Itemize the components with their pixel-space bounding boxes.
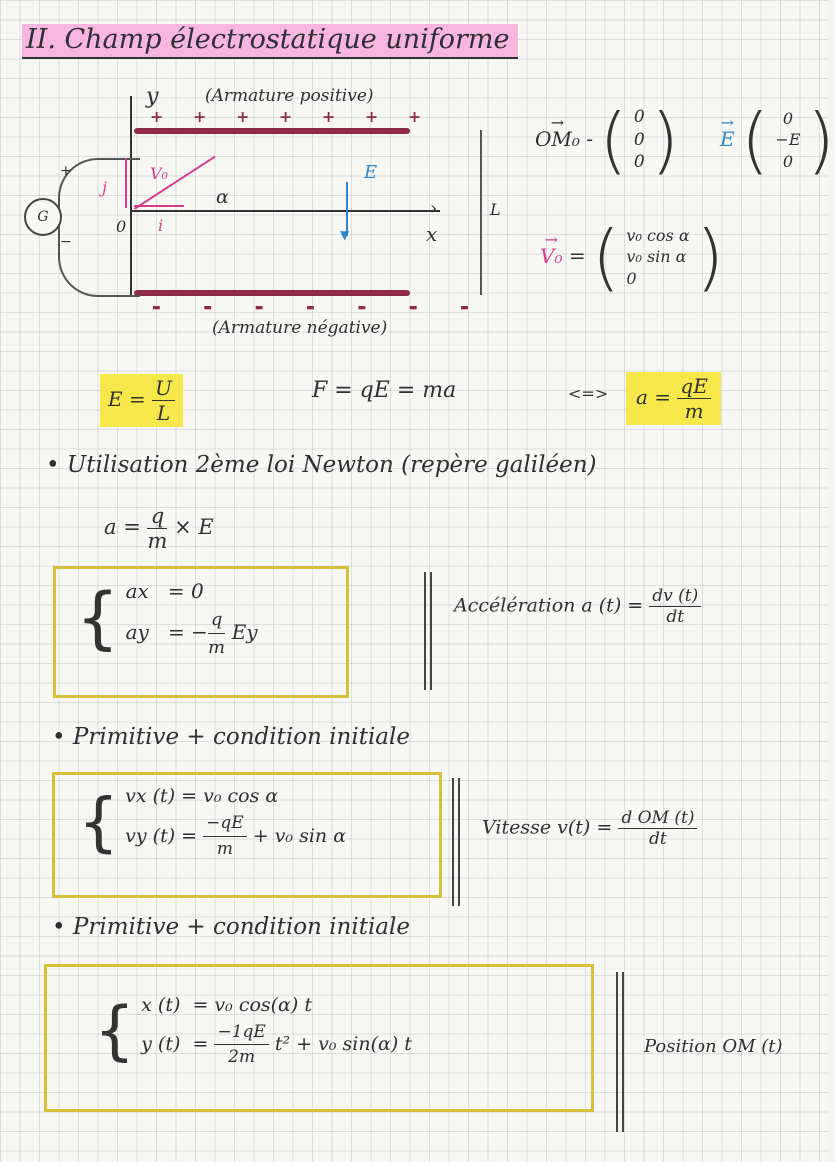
v0-z: 0 bbox=[626, 268, 637, 288]
e-z: 0 bbox=[782, 151, 794, 171]
e-vector-label: → E bbox=[720, 127, 735, 151]
plus-marks: + + + + + + + bbox=[150, 107, 434, 126]
om0-z: 0 bbox=[633, 152, 645, 173]
e-lhs: E = bbox=[108, 387, 146, 411]
ax-label: ax bbox=[125, 579, 149, 603]
title-text: II. Champ électrostatique uniforme bbox=[22, 24, 518, 59]
v0-paren-left: ( bbox=[591, 215, 621, 299]
length-label: L bbox=[490, 200, 501, 219]
generator-plus: + bbox=[60, 163, 72, 179]
accel-note-num: dv bbox=[652, 586, 673, 606]
v0-vector: → V₀ = ( v₀ cos α v₀ sin α 0 ) bbox=[540, 215, 724, 299]
position-note: Position OM (t) bbox=[644, 1036, 783, 1057]
page-title bbox=[22, 24, 518, 55]
vx-value: = v₀ cos α bbox=[181, 785, 279, 807]
generator-label: G bbox=[37, 209, 49, 225]
a-equals-qe-over-m bbox=[626, 372, 721, 425]
om0-y: 0 bbox=[633, 129, 645, 150]
om0-vector: → OM₀ - ( 0 0 0 ) bbox=[535, 98, 679, 182]
ay-den: m bbox=[208, 637, 226, 658]
a-den: m bbox=[684, 399, 704, 423]
x-value: = v₀ cos(α) t bbox=[192, 994, 312, 1016]
vy-rhs: + v₀ sin α bbox=[252, 824, 347, 847]
positive-plate-label: (Armature positive) bbox=[205, 86, 374, 106]
speed-note-den: dt bbox=[649, 829, 667, 849]
om0-label: → OM₀ bbox=[535, 127, 580, 151]
unit-i-label: i bbox=[158, 216, 164, 235]
v0-paren-right: ) bbox=[696, 215, 725, 299]
accel-brace: { bbox=[76, 579, 120, 658]
equivalence-sign: <=> bbox=[568, 384, 609, 403]
speed-system bbox=[78, 782, 346, 863]
speed-note-num: d OM bbox=[621, 808, 669, 828]
speed-brace: { bbox=[78, 784, 120, 860]
unit-j-label: j bbox=[102, 178, 107, 197]
y-label: y (t) bbox=[141, 1032, 181, 1055]
a-formula bbox=[104, 504, 214, 553]
ay-label: ay bbox=[125, 620, 149, 644]
vy-den: m bbox=[216, 839, 233, 859]
om0-paren-right: ) bbox=[651, 98, 680, 182]
om0-x: 0 bbox=[633, 106, 645, 127]
initial-velocity-arrow bbox=[134, 156, 216, 210]
v0-x: v₀ cos α bbox=[626, 225, 690, 245]
minus-marks: ▬ ▬ ▬ ▬ ▬ ▬ ▬ bbox=[152, 303, 489, 313]
e-y: −E bbox=[775, 130, 801, 150]
field-label: E bbox=[364, 162, 378, 183]
e-paren-left: ( bbox=[740, 98, 770, 182]
bullet-primitive-1-text: Primitive + condition initiale bbox=[72, 724, 410, 750]
ax-value: = 0 bbox=[167, 579, 204, 603]
a-num: qE bbox=[677, 374, 710, 399]
e-vector bbox=[720, 98, 835, 182]
length-dimension bbox=[480, 130, 482, 295]
vy-eq: = bbox=[181, 824, 198, 847]
e-paren-right: ) bbox=[806, 98, 835, 182]
om0-paren-left: ( bbox=[599, 98, 628, 182]
bullet-newton: • Utilisation 2ème loi Newton (repère galiléen) bbox=[46, 452, 597, 478]
e-equals-u-over-l bbox=[100, 374, 183, 427]
force-eq-text: F = qE = ma bbox=[312, 378, 457, 403]
vx-label: vx (t) bbox=[125, 785, 176, 807]
ay-rhs: Ey bbox=[231, 620, 258, 644]
negative-plate-label: (Armature négative) bbox=[212, 318, 388, 338]
x-axis bbox=[130, 210, 440, 212]
bullet-primitive-2: • Primitive + condition initiale bbox=[52, 914, 410, 940]
y-axis-label: y bbox=[146, 84, 159, 109]
ay-eq: = − bbox=[167, 620, 208, 644]
x-label: x (t) bbox=[141, 994, 181, 1016]
e-den: L bbox=[156, 401, 171, 425]
vy-num: −qE bbox=[203, 811, 247, 838]
vy-label: vy (t) bbox=[125, 824, 176, 847]
speed-note-num-suffix: (t) bbox=[668, 808, 695, 828]
e-x: 0 bbox=[782, 108, 794, 128]
generator-symbol bbox=[24, 198, 62, 236]
x-axis-arrow: › bbox=[430, 198, 438, 219]
field-arrow-head: ▼ bbox=[340, 228, 350, 242]
bullet-newton-text: Utilisation 2ème loi Newton (repère galiléen) bbox=[66, 452, 597, 478]
generator-minus: − bbox=[60, 234, 72, 250]
speed-note-text: Vitesse v(t) = bbox=[482, 816, 613, 839]
a-formula-num: q bbox=[147, 504, 167, 529]
negative-plate bbox=[134, 290, 410, 296]
positive-plate bbox=[134, 128, 410, 134]
e-num: U bbox=[152, 376, 175, 401]
y-eq: = bbox=[192, 1032, 209, 1055]
bullet-primitive-1: • Primitive + condition initiale bbox=[52, 724, 410, 750]
a-formula-lhs: a = bbox=[104, 515, 141, 539]
a-formula-den: m bbox=[147, 529, 168, 553]
speed-note bbox=[482, 808, 697, 849]
bullet-primitive-2-text: Primitive + condition initiale bbox=[72, 914, 410, 940]
accel-note-den: dt bbox=[666, 607, 685, 627]
angle-label: α bbox=[216, 186, 229, 208]
speed-separator bbox=[452, 778, 460, 906]
force-equation bbox=[312, 378, 456, 403]
acceleration-note bbox=[454, 586, 701, 627]
v0-y: v₀ sin α bbox=[626, 247, 687, 267]
position-separator bbox=[616, 972, 624, 1132]
v0-label: → V₀ bbox=[540, 244, 562, 268]
origin-label: 0 bbox=[116, 217, 127, 236]
y-num: −1qE bbox=[214, 1020, 268, 1046]
y-t2: t² bbox=[274, 1032, 291, 1055]
position-system bbox=[94, 992, 412, 1070]
ay-num: q bbox=[208, 606, 226, 634]
a-lhs: a = bbox=[636, 385, 672, 409]
accel-note-num-suffix: (t) bbox=[672, 586, 699, 606]
acceleration-system bbox=[76, 576, 258, 661]
x-axis-label: x bbox=[426, 222, 438, 246]
position-brace: { bbox=[94, 993, 136, 1069]
initial-velocity-label: V₀ bbox=[150, 164, 168, 183]
y-rhs: + v₀ sin(α) t bbox=[296, 1032, 412, 1055]
y-den: 2m bbox=[228, 1047, 256, 1068]
accel-note-text: Accélération a (t) = bbox=[454, 594, 644, 617]
unit-vector-j bbox=[125, 158, 127, 208]
accel-separator bbox=[424, 572, 432, 690]
a-formula-rhs: × E bbox=[174, 515, 214, 539]
